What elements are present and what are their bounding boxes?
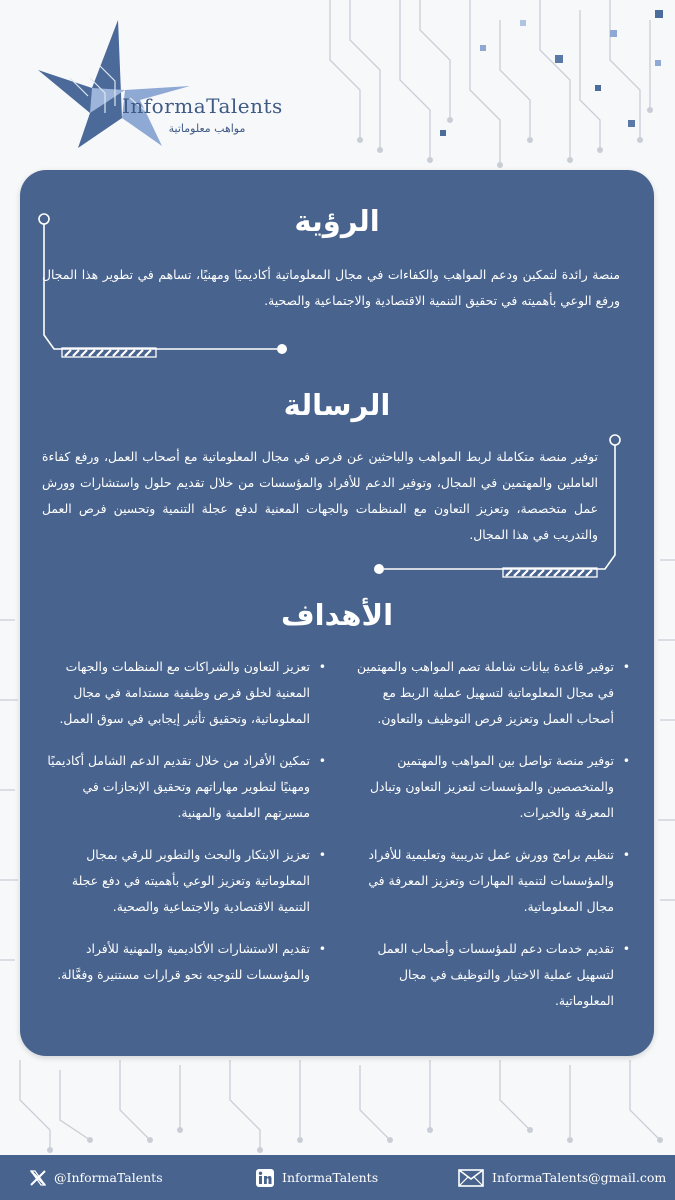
contact-footer bbox=[0, 1155, 675, 1200]
mission-text: توفير منصة متكاملة لربط المواهب والباحثين عن فرص في مجال المعلوماتية مع أصحاب العمل، ورفع كفاءة العاملين والمهتمين في المجال، وتوفير الدعم للأفراد والمؤسسات من خلال تقديم حلول واستشارات وورش عمل متخصصة، وتعزيز التعاون مع المنظمات والجهات المعنية لدفع عجلة التنمية وتحسين فرص العمل والتدريب في هذا المجال. bbox=[42, 449, 598, 542]
bullet-icon: • bbox=[318, 941, 326, 956]
goal-item bbox=[42, 654, 326, 732]
twitter-link[interactable] bbox=[30, 1155, 163, 1200]
content-card bbox=[20, 170, 654, 1056]
linkedin-icon bbox=[256, 1169, 274, 1187]
mission-title: الرسالة bbox=[283, 388, 391, 422]
twitter-handle: @InformaTalents bbox=[54, 1170, 163, 1185]
goal-item bbox=[42, 936, 326, 988]
goal-item bbox=[354, 842, 630, 920]
goal-text: تنظيم برامج وورش عمل تدريبية وتعليمية للأفراد والمؤسسات لتنمية المهارات وتعزيز المعرفة في مجال المعلوماتية. bbox=[368, 847, 614, 914]
bullet-icon: • bbox=[318, 847, 326, 862]
bullet-icon: • bbox=[622, 659, 630, 674]
goal-text: توفير قاعدة بيانات شاملة تضم المواهب والمهتمين في مجال المعلوماتية لتسهيل عملية الربط مع أصحاب العمل وتعزيز فرص التوظيف والتعاون. bbox=[357, 659, 614, 726]
goal-text: توفير منصة تواصل بين المواهب والمهتمين والمتخصصين والمؤسسات لتعزيز التعاون وتبادل المعرفة والخبرات. bbox=[369, 753, 614, 820]
bullet-icon: • bbox=[318, 753, 326, 768]
goal-text: تعزيز التعاون والشراكات مع المنظمات والجهات المعنية لخلق فرص وظيفية مستدامة في مجال المعلوماتية، وتحقيق تأثير إيجابي في سوق العمل. bbox=[59, 659, 310, 726]
email-address: InformaTalents@gmail.com bbox=[492, 1170, 667, 1185]
goal-item bbox=[354, 654, 630, 732]
email-link[interactable] bbox=[458, 1155, 666, 1200]
mail-icon bbox=[458, 1169, 484, 1187]
brand-logo bbox=[30, 18, 300, 158]
star-logo-icon bbox=[30, 18, 210, 158]
vision-text: منصة رائدة لتمكين ودعم المواهب والكفاءات في مجال المعلوماتية أكاديميًا ومهنيًا، تساهم في تطوير هذا المجال ورفع الوعي بأهميته في تحقيق التنمية الاقتصادية والاجتماعية والصحية. bbox=[42, 267, 620, 308]
goal-text: تعزيز الابتكار والبحث والتطوير للرقي بمجال المعلوماتية وتعزيز الوعي بأهميته في دفع عجلة التنمية الاقتصادية والاجتماعية والصحية. bbox=[71, 847, 310, 914]
goals-left-column bbox=[42, 654, 326, 988]
goals-title: الأهداف bbox=[280, 598, 394, 632]
bullet-icon: • bbox=[318, 659, 326, 674]
linkedin-link[interactable] bbox=[256, 1155, 378, 1200]
bullet-icon: • bbox=[622, 847, 630, 862]
goal-item bbox=[42, 842, 326, 920]
vision-title: الرؤية bbox=[294, 204, 380, 238]
brand-tagline: مواهب معلوماتية bbox=[168, 122, 246, 135]
goal-text: تقديم الاستشارات الأكاديمية والمهنية للأفراد والمؤسسات للتوجيه نحو قرارات مستنيرة وفعَّالة. bbox=[57, 941, 310, 982]
goal-item bbox=[354, 748, 630, 826]
brand-name: InformaTalents bbox=[122, 94, 283, 118]
bullet-icon: • bbox=[622, 753, 630, 768]
goals-right-column bbox=[354, 654, 630, 1014]
bullet-icon: • bbox=[622, 941, 630, 956]
goal-item bbox=[42, 748, 326, 826]
x-twitter-icon bbox=[30, 1170, 46, 1186]
goal-text: تقديم خدمات دعم للمؤسسات وأصحاب العمل لتسهيل عملية الاختيار والتوظيف في مجال المعلوماتية. bbox=[377, 941, 614, 1008]
goal-item bbox=[354, 936, 630, 1014]
goal-text: تمكين الأفراد من خلال تقديم الدعم الشامل أكاديميًا ومهنيًا لتطوير مهاراتهم وتحقيق الإنجازات في مسيرتهم العلمية والمهنية. bbox=[47, 753, 310, 820]
linkedin-handle: InformaTalents bbox=[282, 1170, 379, 1185]
